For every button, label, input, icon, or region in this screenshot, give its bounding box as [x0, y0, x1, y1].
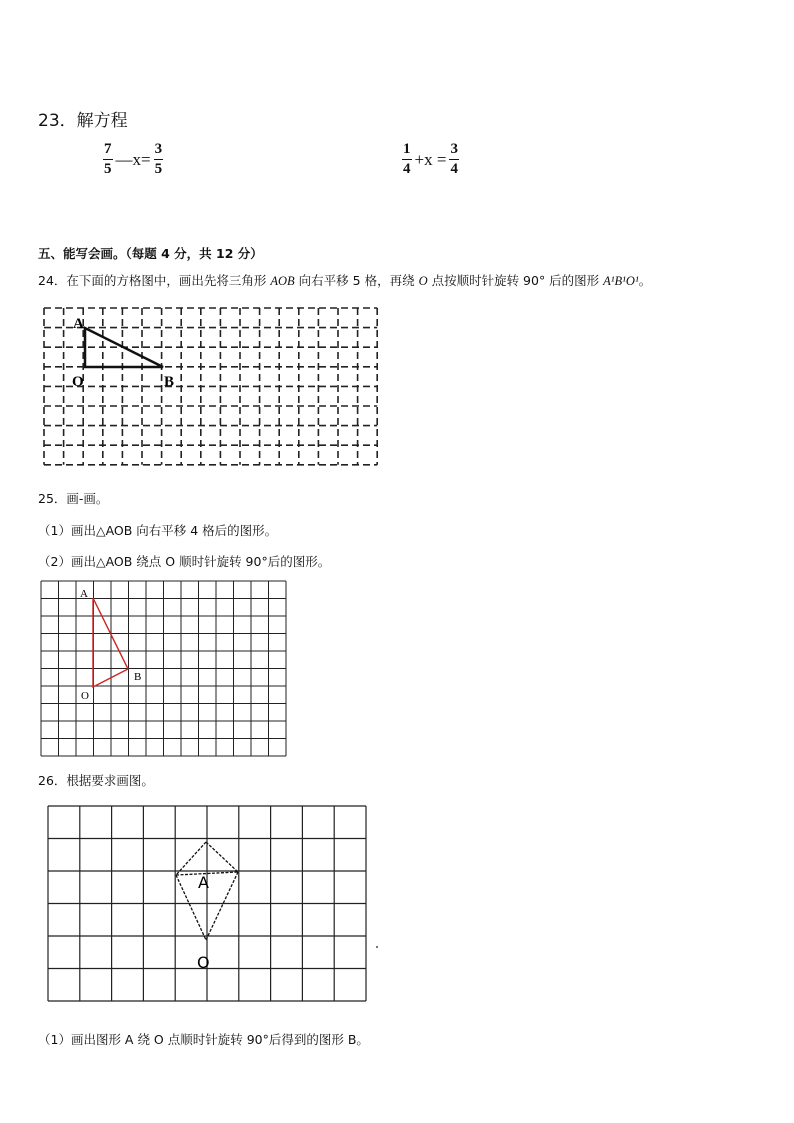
equation-1 [103, 142, 163, 178]
triangle-aob-red [93, 598, 128, 687]
label-o: O [72, 374, 84, 390]
q25-item-2: （2）画出△AOB 绕点 O 顺时针旋转 90°后的图形。 [38, 554, 331, 569]
label-a: A [73, 316, 84, 332]
label-o: O [197, 953, 210, 972]
q25-item-1: （1）画出△AOB 向右平移 4 格后的图形。 [38, 523, 278, 538]
triangle-aob [85, 328, 163, 367]
fraction-1-4: $\frac{1}{4}$ [403, 141, 411, 177]
q26-kite-figure [46, 800, 370, 1010]
label-o: O [81, 690, 89, 702]
equation-1-operator: —x= [115, 149, 151, 169]
q24-text: 24．在下面的方格图中，画出先将三角形 AOB 向右平移 5 格，再绕 O 点按顺时针旋转 90° 后的图形 A¹B¹O¹。 [38, 273, 652, 288]
label-b: B [164, 374, 175, 390]
q25-triangle [40, 580, 288, 758]
fraction-3-5: $\frac{3}{5}$ [154, 141, 163, 177]
section-5-title: 五、能写会画。（每题 4 分，共 12 分） [38, 246, 263, 261]
equation-2 [402, 142, 459, 178]
q26-item-1: （1）画出图形 A 绕 O 点顺时针旋转 90°后得到的图形 B。 [38, 1032, 369, 1047]
fraction-7-5: $\frac{7}{5}$ [104, 141, 112, 177]
q25-title: 25．画-画。 [38, 491, 109, 506]
label-a: A [198, 873, 209, 892]
equation-2-operator: +x = [414, 149, 447, 169]
q23-title: 23．解方程 [38, 111, 128, 131]
stray-dot [376, 946, 378, 948]
fraction-3-4: $\frac{3}{4}$ [450, 141, 458, 177]
q24-triangle [40, 304, 385, 470]
label-b: B [134, 671, 142, 683]
label-a: A [80, 588, 88, 600]
q26-title: 26．根据要求画图。 [38, 773, 154, 788]
